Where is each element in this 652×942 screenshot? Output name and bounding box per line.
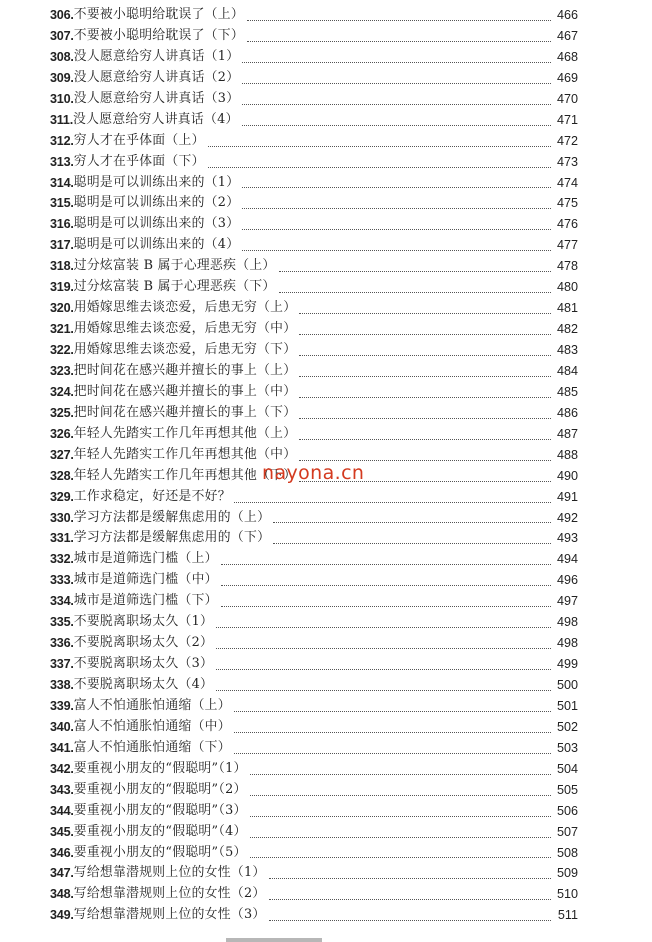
toc-dot-leader	[242, 249, 551, 251]
toc-entry-number: 332.	[50, 552, 74, 567]
toc-entry[interactable]	[50, 738, 578, 759]
toc-dot-leader	[234, 731, 551, 733]
toc-entry-page-number: 509	[556, 866, 578, 881]
toc-entry-page-number: 492	[556, 510, 578, 525]
toc-entry[interactable]	[50, 780, 578, 801]
toc-entry-number: 318.	[50, 259, 74, 274]
toc-entry-title: 聪明是可以训练出来的（2）	[73, 195, 240, 211]
toc-entry-page-number: 483	[556, 343, 578, 357]
toc-entry-page-number: 499	[556, 657, 578, 672]
toc-entry-number: 324.	[50, 384, 74, 399]
toc-entry-page-number: 471	[556, 112, 578, 127]
toc-entry-number: 312.	[50, 133, 74, 148]
toc-entry-page-number: 480	[556, 280, 578, 295]
toc-entry[interactable]	[50, 319, 578, 340]
toc-entry-number: 320.	[50, 301, 74, 316]
toc-entry-number: 341.	[50, 740, 74, 755]
toc-entry-page-number: 473	[556, 154, 578, 169]
toc-entry-page-number: 511	[557, 908, 578, 923]
watermark-text: nayona.cn	[262, 462, 365, 484]
toc-entry-page-number: 491	[556, 489, 578, 504]
toc-dot-leader	[242, 228, 551, 230]
toc-entry-title: 把时间花在感兴趣并擅长的事上（下）	[73, 404, 297, 420]
toc-entry-number: 335.	[50, 615, 74, 630]
toc-entry-number: 344.	[50, 803, 74, 818]
toc-entry-number: 321.	[50, 322, 74, 337]
toc-dot-leader	[299, 438, 551, 440]
toc-dot-leader	[221, 605, 551, 607]
toc-entry-number: 311.	[50, 112, 74, 127]
toc-entry-title: 把时间花在感兴趣并擅长的事上（上）	[73, 362, 297, 378]
toc-entry[interactable]	[50, 863, 578, 884]
toc-entry-number: 330.	[50, 510, 74, 525]
toc-entry-title: 没人愿意给穷人讲真话（3）	[73, 90, 240, 106]
toc-dot-leader	[208, 145, 551, 147]
toc-entry-number: 323.	[50, 363, 74, 378]
toc-entry-title: 富人不怕通胀怕通缩（下）	[73, 739, 231, 755]
toc-dot-leader	[216, 689, 551, 691]
toc-entry-title: 城市是道筛选门槛（下）	[73, 593, 218, 609]
toc-entry-title: 没人愿意给穷人讲真话（2）	[73, 69, 240, 85]
toc-entry[interactable]	[50, 298, 578, 319]
toc-entry-page-number: 496	[556, 573, 578, 588]
toc-entry-title: 学习方法都是缓解焦虑用的（上）	[73, 509, 271, 525]
toc-entry[interactable]	[50, 884, 578, 905]
toc-entry[interactable]	[50, 843, 578, 864]
toc-dot-leader	[242, 82, 551, 84]
toc-entry-page-number: 505	[556, 782, 578, 797]
toc-entry-title: 年轻人先踏实工作几年再想其他（中）	[73, 446, 297, 462]
toc-entry-title: 穷人才在乎体面（下）	[73, 153, 205, 169]
toc-entry-title: 没人愿意给穷人讲真话（1）	[73, 48, 240, 64]
toc-entry-number: 334.	[50, 594, 74, 609]
toc-entry-number: 328.	[50, 468, 74, 483]
toc-entry[interactable]	[50, 173, 578, 194]
toc-entry-title: 不要被小聪明给耽误了（上）	[73, 7, 244, 22]
toc-dot-leader	[299, 312, 551, 314]
toc-entry-number: 342.	[50, 761, 74, 776]
toc-entry-page-number: 482	[556, 322, 578, 337]
toc-entry-number: 322.	[50, 343, 74, 357]
toc-entry[interactable]	[50, 47, 578, 68]
toc-dot-leader	[250, 815, 551, 817]
toc-dot-leader	[299, 354, 551, 356]
toc-entry-title: 把时间花在感兴趣并擅长的事上（中）	[73, 383, 297, 399]
toc-dot-leader	[242, 124, 551, 126]
toc-entry-page-number: 472	[556, 133, 578, 148]
toc-entry[interactable]	[50, 905, 578, 926]
toc-entry-title: 不要脱离职场太久（2）	[73, 635, 214, 651]
toc-entry-number: 348.	[50, 887, 74, 902]
toc-entry-title: 学习方法都是缓解焦虑用的（下）	[73, 530, 271, 546]
toc-entry-page-number: 469	[556, 70, 578, 85]
toc-dot-leader	[250, 856, 551, 858]
toc-entry-number: 349.	[50, 908, 74, 923]
toc-entry-title: 不要脱离职场太久（4）	[73, 677, 214, 692]
toc-entry[interactable]	[50, 68, 578, 89]
toc-entry-title: 写给想靠潜规则上位的女性（3）	[73, 907, 266, 923]
toc-entry-number: 313.	[50, 154, 74, 169]
toc-dot-leader	[247, 40, 551, 42]
toc-entry-page-number: 507	[556, 824, 578, 839]
toc-entry-page-number: 484	[556, 363, 578, 378]
toc-entry-number: 347.	[50, 866, 74, 881]
toc-entry-page-number: 476	[556, 217, 578, 232]
toc-entry[interactable]	[50, 110, 578, 131]
toc-entry-title: 写给想靠潜规则上位的女性（2）	[73, 886, 266, 902]
toc-entry[interactable]	[50, 801, 578, 822]
toc-entry-number: 343.	[50, 782, 74, 797]
toc-entry-number: 327.	[50, 447, 74, 462]
toc-entry-title: 过分炫富装 B 属于心理恶疾（下）	[73, 279, 276, 295]
toc-entry[interactable]	[50, 5, 578, 26]
toc-dot-leader	[242, 61, 551, 63]
toc-dot-leader	[279, 270, 551, 272]
toc-dot-leader	[269, 919, 551, 921]
toc-entry-number: 338.	[50, 678, 74, 692]
toc-entry-number: 333.	[50, 573, 74, 588]
toc-entry[interactable]	[50, 26, 578, 47]
toc-entry-page-number: 478	[556, 259, 578, 274]
toc-dot-leader	[247, 19, 551, 21]
toc-entry-page-number: 510	[556, 887, 578, 902]
toc-entry[interactable]	[50, 570, 578, 591]
toc-entry-page-number: 506	[556, 803, 578, 818]
toc-entry[interactable]	[50, 717, 578, 738]
toc-dot-leader	[234, 752, 551, 754]
toc-entry-page-number: 500	[556, 678, 578, 692]
toc-entry-page-number: 497	[556, 594, 578, 609]
toc-dot-leader	[216, 647, 551, 649]
toc-entry-title: 没人愿意给穷人讲真话（4）	[73, 111, 239, 127]
toc-entry-title: 不要脱离职场太久（3）	[73, 656, 214, 672]
toc-dot-leader	[269, 877, 551, 879]
toc-dot-leader	[234, 710, 551, 712]
toc-entry[interactable]	[50, 696, 578, 717]
toc-dot-leader	[273, 521, 551, 523]
toc-dot-leader	[242, 186, 551, 188]
toc-entry-page-number: 501	[556, 698, 578, 713]
toc-dot-leader	[299, 375, 551, 377]
toc-entry-title: 要重视小朋友的“假聪明”（5）	[73, 844, 247, 860]
toc-entry-number: 331.	[50, 531, 74, 546]
toc-dot-leader	[234, 501, 551, 503]
toc-entry-page-number: 503	[556, 740, 578, 755]
toc-dot-leader	[279, 291, 551, 293]
toc-entry-number: 306.	[50, 8, 74, 22]
toc-entry-title: 年轻人先踏实工作几年再想其他（下）	[73, 467, 297, 483]
toc-entry[interactable]	[50, 89, 578, 110]
toc-dot-leader	[250, 773, 551, 775]
toc-entry-number: 329.	[50, 489, 74, 504]
toc-entry[interactable]	[50, 591, 578, 612]
toc-entry-title: 要重视小朋友的“假聪明”（3）	[73, 802, 247, 818]
toc-entry-title: 聪明是可以训练出来的（4）	[73, 237, 240, 253]
toc-entry-title: 穷人才在乎体面（上）	[73, 132, 205, 148]
toc-entry-page-number: 475	[556, 196, 578, 211]
toc-dot-leader	[208, 166, 551, 168]
toc-entry[interactable]	[50, 822, 578, 843]
toc-entry-page-number: 486	[556, 405, 578, 420]
toc-entry-number: 325.	[50, 405, 74, 420]
toc-entry[interactable]	[50, 675, 578, 696]
toc-entry[interactable]	[50, 131, 578, 152]
toc-dot-leader	[221, 563, 551, 565]
toc-entry-title: 富人不怕通胀怕通缩（上）	[73, 697, 231, 713]
toc-entry-page-number: 498	[556, 636, 578, 651]
toc-entry-page-number: 466	[556, 8, 578, 22]
toc-entry[interactable]	[50, 759, 578, 780]
toc-dot-leader	[299, 459, 551, 461]
toc-entry-title: 用婚嫁思维去谈恋爱，后患无穷（中）	[73, 321, 297, 337]
toc-entry-number: 315.	[50, 196, 74, 211]
toc-entry-title: 要重视小朋友的“假聪明”（4）	[73, 823, 247, 839]
toc-entry-title: 年轻人先踏实工作几年再想其他（上）	[73, 425, 297, 441]
toc-entry[interactable]	[50, 340, 578, 361]
toc-entry-number: 317.	[50, 238, 74, 253]
toc-entry-number: 326.	[50, 426, 74, 441]
toc-dot-leader	[250, 794, 551, 796]
toc-entry-title: 聪明是可以训练出来的（3）	[73, 216, 240, 232]
toc-entry[interactable]	[50, 508, 578, 529]
toc-entry-number: 308.	[50, 49, 74, 64]
toc-entry[interactable]	[50, 424, 578, 445]
toc-entry[interactable]	[50, 382, 578, 403]
toc-entry-number: 339.	[50, 698, 74, 713]
toc-entry-number: 319.	[50, 280, 74, 295]
toc-entry[interactable]	[50, 654, 578, 675]
toc-entry-title: 写给想靠潜规则上位的女性（1）	[73, 865, 266, 881]
toc-entry-title: 用婚嫁思维去谈恋爱，后患无穷（上）	[73, 300, 297, 316]
toc-entry-page-number: 488	[556, 447, 578, 462]
toc-entry[interactable]	[50, 612, 578, 633]
toc-entry-number: 307.	[50, 28, 74, 43]
toc-dot-leader	[299, 417, 551, 419]
toc-entry[interactable]	[50, 214, 578, 235]
toc-dot-leader	[269, 898, 551, 900]
toc-entry-number: 309.	[50, 70, 74, 85]
toc-entry-page-number: 494	[556, 552, 578, 567]
toc-entry-title: 城市是道筛选门槛（中）	[73, 572, 218, 588]
toc-entry[interactable]	[50, 361, 578, 382]
toc-entry-page-number: 485	[556, 384, 578, 399]
toc-entry[interactable]	[50, 152, 578, 173]
toc-entry-page-number: 470	[556, 91, 578, 106]
toc-entry-page-number: 508	[556, 845, 578, 860]
toc-entry[interactable]	[50, 633, 578, 654]
toc-entry-page-number: 477	[556, 238, 578, 253]
toc-entry-number: 337.	[50, 657, 74, 672]
toc-entry-page-number: 474	[556, 175, 578, 190]
toc-entry-title: 不要被小聪明给耽误了（下）	[73, 27, 244, 43]
toc-dot-leader	[250, 836, 551, 838]
toc-entry[interactable]	[50, 403, 578, 424]
toc-entry[interactable]	[50, 235, 578, 256]
toc-entry-number: 340.	[50, 719, 74, 734]
toc-dot-leader	[299, 333, 551, 335]
toc-dot-leader	[273, 542, 551, 544]
toc-entry-number: 310.	[50, 91, 74, 106]
toc-dot-leader	[221, 584, 551, 586]
toc-dot-leader	[299, 396, 551, 398]
toc-entry[interactable]	[50, 277, 578, 298]
toc-entry-title: 要重视小朋友的“假聪明”（1）	[73, 760, 247, 776]
toc-entry[interactable]	[50, 256, 578, 277]
toc-entry-title: 城市是道筛选门槛（上）	[73, 551, 218, 567]
toc-entry-title: 过分炫富装 B 属于心理恶疾（上）	[73, 258, 276, 274]
toc-dot-leader	[216, 626, 551, 628]
toc-entry[interactable]	[50, 549, 578, 570]
toc-entry[interactable]	[50, 528, 578, 549]
toc-entry-title: 工作求稳定，好还是不好？	[73, 488, 231, 504]
toc-entry-page-number: 468	[556, 49, 578, 64]
toc-entry-title: 富人不怕通胀怕通缩（中）	[73, 718, 231, 734]
toc-entry-page-number: 490	[556, 468, 578, 483]
toc-entry-number: 314.	[50, 175, 74, 190]
toc-entry-number: 316.	[50, 217, 74, 232]
toc-entry-page-number: 487	[556, 426, 578, 441]
toc-dot-leader	[242, 207, 551, 209]
toc-entry-title: 要重视小朋友的“假聪明”（2）	[73, 781, 247, 797]
toc-entry-number: 336.	[50, 636, 74, 651]
toc-entry-page-number: 498	[556, 615, 578, 630]
toc-entry-title: 聪明是可以训练出来的（1）	[73, 174, 240, 190]
scroll-indicator[interactable]	[226, 938, 322, 942]
toc-entry-page-number: 467	[556, 28, 578, 43]
toc-entry-number: 346.	[50, 845, 74, 860]
toc-dot-leader	[242, 103, 551, 105]
toc-entry-number: 345.	[50, 824, 74, 839]
toc-entry-page-number: 481	[556, 301, 578, 316]
toc-entry[interactable]	[50, 193, 578, 214]
toc-entry-page-number: 504	[556, 761, 578, 776]
toc-entry-page-number: 493	[556, 531, 578, 546]
toc-dot-leader	[216, 668, 551, 670]
toc-entry-page-number: 502	[556, 719, 578, 734]
toc-entry[interactable]	[50, 487, 578, 508]
toc-entry-title: 不要脱离职场太久（1）	[73, 614, 214, 630]
toc-entry-title: 用婚嫁思维去谈恋爱，后患无穷（下）	[73, 342, 297, 357]
